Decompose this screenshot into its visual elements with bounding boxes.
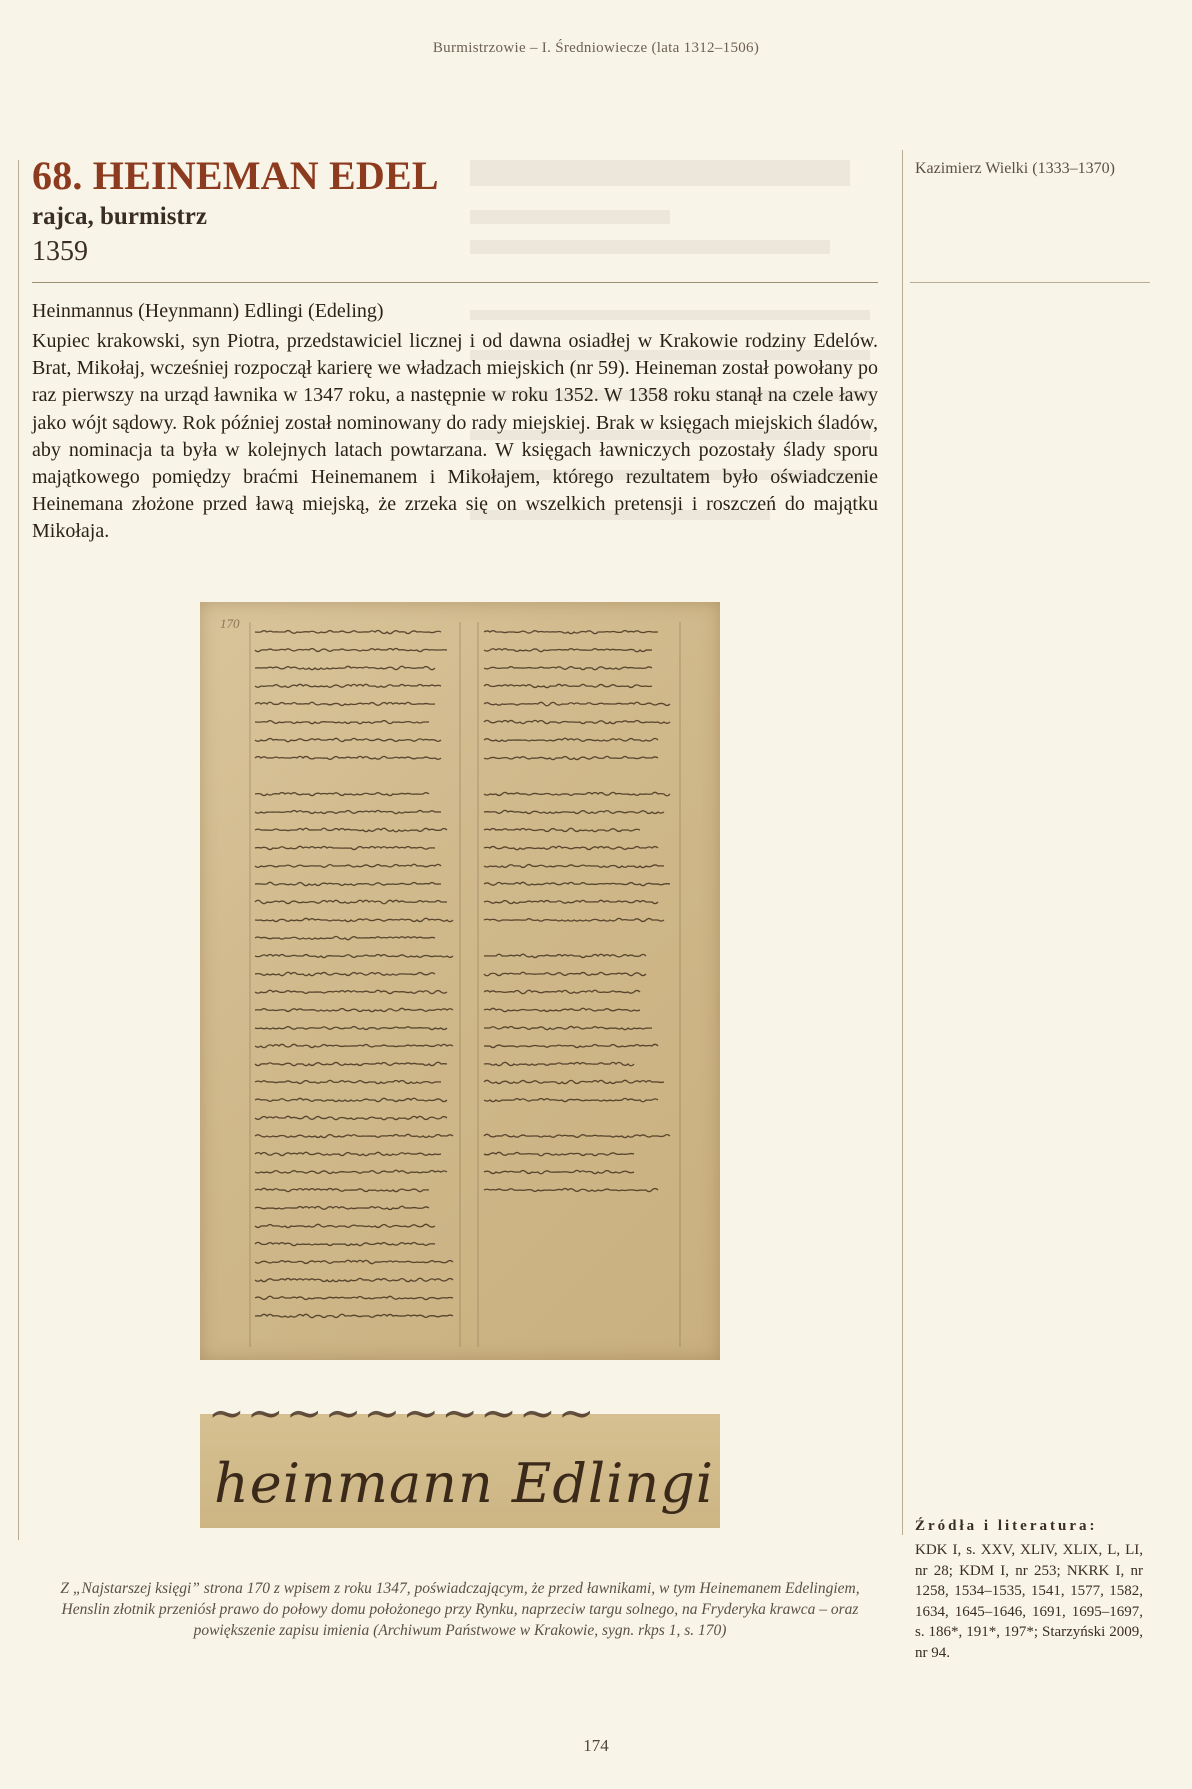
- handwriting-line: [255, 828, 447, 831]
- handwriting-line: [255, 1224, 435, 1227]
- handwriting-line: [255, 1206, 429, 1209]
- sources-heading: Źródła i literatura:: [915, 1518, 1098, 1534]
- handwriting-line: [255, 1260, 453, 1263]
- handwriting-line: [255, 1116, 447, 1119]
- handwriting-line: [484, 972, 646, 975]
- handwriting-line: [484, 900, 658, 903]
- handwriting-line: [484, 882, 670, 885]
- handwriting-line: [484, 1134, 670, 1137]
- handwriting-line: [484, 1188, 658, 1191]
- handwriting-line: [484, 828, 640, 831]
- handwriting-line: [255, 936, 435, 939]
- handwriting-line: [255, 864, 441, 867]
- handwriting-line: [255, 793, 429, 796]
- handwriting-line: [255, 630, 441, 633]
- entry-title: 68. HEINEMAN EDEL: [32, 153, 439, 198]
- handwriting-line: [255, 1062, 447, 1065]
- handwriting-line: [255, 1098, 447, 1101]
- handwriting-line: [255, 738, 441, 741]
- handwriting-line: [255, 1296, 453, 1299]
- manuscript-detail-crop: [200, 1388, 720, 1528]
- handwriting-line: [484, 1098, 658, 1101]
- handwriting-line: [255, 810, 441, 813]
- handwriting-line: [484, 1152, 634, 1155]
- handwriting-line: [255, 648, 447, 651]
- handwriting-line: [255, 1314, 453, 1317]
- handwriting-line: [255, 846, 435, 849]
- handwriting-line: [484, 1062, 634, 1065]
- handwriting-line: [255, 918, 453, 921]
- handwriting-line: [484, 1008, 640, 1011]
- left-column-rule: [18, 160, 19, 1540]
- detail-name-script: heinmann Edlingi: [214, 1452, 715, 1515]
- handwriting-line: [255, 900, 447, 903]
- handwriting-line: [484, 1080, 664, 1083]
- handwriting-line: [484, 1026, 652, 1029]
- handwriting-line: [255, 990, 447, 993]
- handwriting-line: [255, 1242, 435, 1245]
- handwriting-line: [255, 1044, 453, 1047]
- heading-divider: [32, 282, 878, 283]
- handwriting-line: [255, 1027, 447, 1030]
- handwriting-line: [484, 649, 652, 652]
- handwriting-line: [484, 738, 658, 741]
- entry-subtitle: rajca, burmistrz: [32, 203, 207, 230]
- handwriting-line: [255, 666, 435, 669]
- handwriting-line: [255, 756, 441, 759]
- name-variants: Heinmannus (Heynmann) Edlingi (Edeling): [32, 300, 384, 322]
- handwriting-line: [255, 1134, 453, 1137]
- handwriting-line: [255, 702, 435, 705]
- handwriting-line: [484, 667, 652, 670]
- handwriting-line: [484, 990, 640, 993]
- handwriting-line: [255, 1188, 429, 1191]
- entry-year: 1359: [32, 236, 88, 267]
- sidebar-ruler: Kazimierz Wielki (1333–1370): [915, 160, 1115, 177]
- handwriting-line: [484, 792, 670, 795]
- handwriting-line: [255, 721, 429, 724]
- sidebar-column-rule: [902, 150, 903, 1535]
- handwriting-line: [484, 720, 670, 723]
- handwriting-line: [484, 810, 664, 813]
- handwriting-line: [484, 631, 658, 634]
- handwriting-line: [255, 972, 435, 975]
- handwriting-line: [484, 846, 658, 849]
- running-head: Burmistrzowie – I. Średniowiecze (lata 1312–1506): [432, 40, 760, 56]
- handwriting-line: [484, 702, 670, 705]
- handwriting-line: [255, 684, 441, 687]
- handwriting-line: [484, 864, 664, 867]
- manuscript-lines: [200, 602, 720, 1360]
- biography-paragraph: Kupiec krakowski, syn Piotra, przedstawiciel licznej i od dawna osiadłej w Krakowie rodziny Edelów. Brat, Mikołaj, wcześniej rozpoczął karierę we władzach miejskich (nr 59). Heineman został powołany po raz pierwszy na urząd ławnika w 1347 roku, a następnie w roku 1352. W 1358 roku stanął na czele ławy jako wójt sądowy. Rok później został nominowany do rady miejskiej. Brak w księgach miejskich śladów, aby nominacja ta była w kolejnych latach powtarzana. W księgach ławniczych pozostały ślady sporu majątkowego pomiędzy braćmi Heinemanem i Mikołajem, którego rezultatem było oświadczenie Heinemana złożone przed ławą miejską, że zrzeka się on wszelkich pretensji i roszczeń do majątku Mikołaja.: [32, 330, 878, 543]
- handwriting-line: [255, 954, 453, 957]
- handwriting-line: [255, 1152, 441, 1155]
- handwriting-line: [484, 1170, 634, 1173]
- sources-list: KDK I, s. XXV, XLIV, XLIX, L, LI, nr 28; KDM I, nr 253; NKRK I, nr 1258, 1534–1535, 1541, 1577, 1582, 1634, 1645–1646, 1691, 1695–1697, s. 186*, 191*, 197*; Starzyński 2009, nr 94.: [915, 1542, 1143, 1661]
- sidebar-divider: [910, 282, 1150, 283]
- figure-caption: Z „Najstarszej księgi” strona 170 z wpisem z roku 1347, poświadczającym, że przed ławnikami, w tym Heinemanem Edelingiem, Henslin złotnik przeniósł prawo do połowy domu położonego przy Rynku, naprzeciw targu solnego, na Fryderyka krawca – oraz powiększenie zapisu imienia (Archiwum Państwowe w Krakowie, sygn. rkps 1, s. 170): [60, 1580, 860, 1639]
- handwriting-line: [255, 882, 441, 885]
- detail-upper-script: ~~~~~~~~~~: [208, 1388, 597, 1439]
- handwriting-line: [255, 1008, 453, 1011]
- page-number: 174: [583, 1736, 609, 1755]
- handwriting-line: [484, 1044, 658, 1047]
- handwriting-line: [255, 1080, 441, 1083]
- handwriting-line: [255, 1278, 453, 1281]
- handwriting-line: [484, 756, 658, 759]
- manuscript-foliation: 170: [220, 616, 240, 631]
- handwriting-line: [484, 684, 652, 687]
- handwriting-line: [255, 1170, 447, 1173]
- handwriting-line: [484, 918, 664, 921]
- handwriting-line: [484, 954, 646, 957]
